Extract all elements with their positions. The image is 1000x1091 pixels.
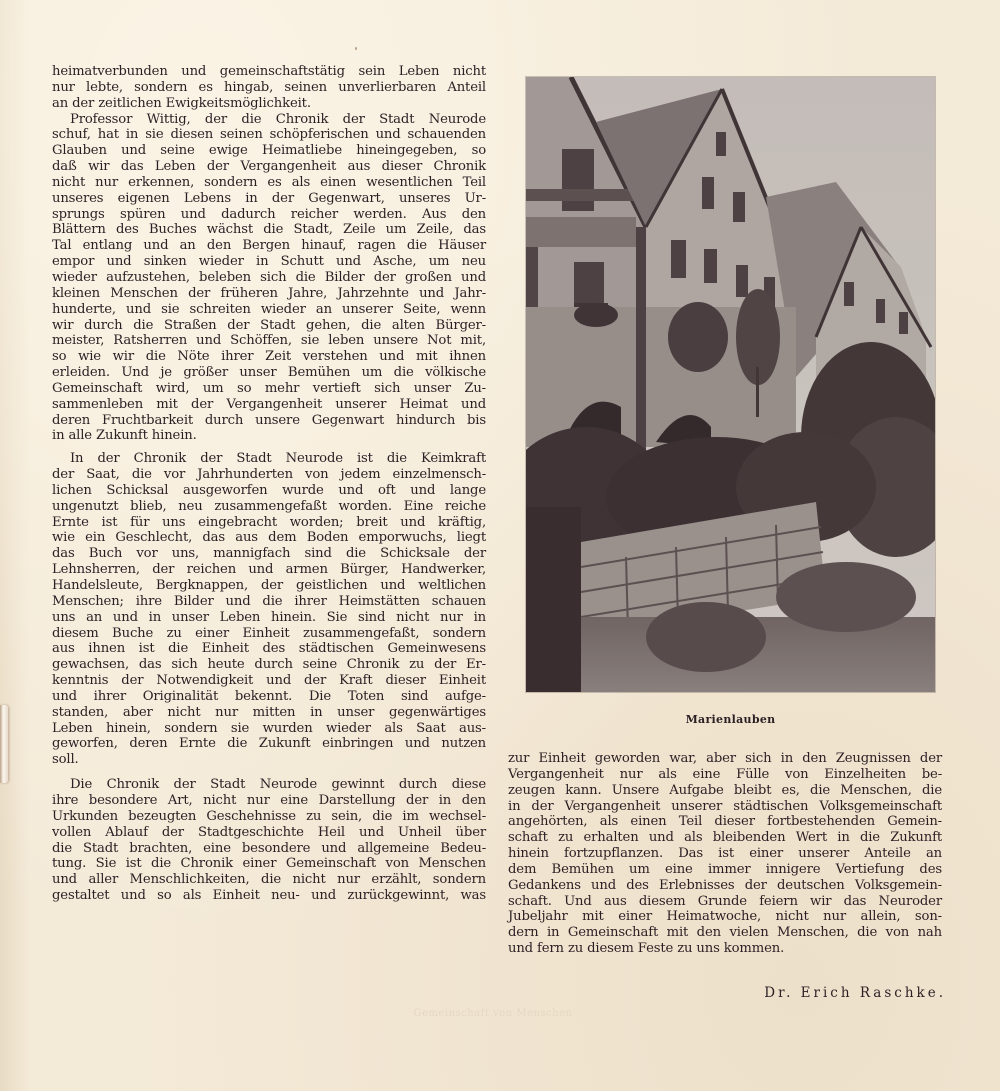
- paragraph-4: [52, 777, 486, 904]
- text-line: deren Fruchtbarkeit durch unsere Gegenwart hindurch bis: [52, 412, 486, 428]
- text-line: heimatverbunden und gemeinschaftstätig sein Leben nicht: [52, 64, 486, 79]
- text-line: geworfen, deren Ernte die Zukunft einbringen und nutzen: [52, 736, 486, 752]
- text-line: Gemeinschaft wird, um so mehr vertieft sich unser Zu-: [52, 380, 486, 396]
- text-line: zur Einheit geworden war, aber sich in den Zeugnissen der: [508, 751, 942, 766]
- text-line: und aller Menschlichkeiten, die nicht nur erzählt, sondern: [52, 872, 486, 888]
- text-line: wieder aufzustehen, beleben sich die Bilder der großen und: [52, 269, 486, 285]
- text-line: Jubeljahr mit einer Heimatwoche, nicht nur allein, son-: [508, 909, 942, 925]
- text-line: schaft zu erhalten und als bleibenden Wert in die Zukunft: [508, 830, 942, 846]
- text-line: Handelsleute, Bergknappen, der geistlichen und weltlichen: [52, 578, 486, 593]
- text-line: Ernte ist für uns eingebracht worden; breit und kräftig,: [52, 514, 486, 530]
- show-through-text: Gemeinschaft von Menschen: [413, 1008, 573, 1019]
- text-line: der Saat, die vor Jahrhunderten von jedem einzelmensch-: [52, 467, 486, 483]
- text-line: gewachsen, das sich heute durch seine Chronik zu der Er-: [52, 657, 486, 673]
- text-line: ungenutzt blieb, neu zusammengefaßt worden. Eine reiche: [52, 498, 486, 514]
- text-line: erleiden. Und je größer unser Bemühen um die völkische: [52, 365, 486, 381]
- text-line: wie ein Geschlecht, das aus dem Boden emporwuchs, liegt: [52, 530, 486, 546]
- text-line: schaft. Und aus diesem Grunde feiern wir das Neuroder: [508, 893, 942, 909]
- text-line: vollen Ablauf der Stadtgeschichte Heil und Unheil über: [52, 824, 486, 840]
- text-line: Gedankens und des Erlebnisses der deutschen Volksgemein-: [508, 877, 942, 893]
- text-line: In der Chronik der Stadt Neurode ist die Keimkraft: [70, 451, 486, 467]
- paragraph-5: [508, 751, 942, 957]
- text-line: und ihrer Originalität bekennt. Die Toten sind aufge-: [52, 688, 486, 704]
- text-line: Leben hinein, sondern sie wurden wieder als Saat aus-: [52, 720, 486, 736]
- right-text-column: [508, 751, 942, 957]
- left-text-column: [52, 64, 486, 904]
- text-line: nicht nur erkennen, sondern es als einen wesentlichen Teil: [52, 174, 486, 190]
- text-line: hunderte, und sie schreiten wieder an unserer Seite, wenn: [52, 301, 486, 317]
- text-line: dem Bemühen um eine immer innigere Vertiefung des: [508, 861, 942, 877]
- text-line: dern in Gemeinschaft mit den vielen Menschen, die von nah: [508, 925, 942, 941]
- text-line: und fern zu diesem Feste zu uns kommen.: [508, 941, 785, 957]
- text-line: angehörten, als einen Teil dieser fortbestehenden Gemein-: [508, 814, 942, 830]
- text-line: Vergangenheit nur als eine Fülle von Einzelheiten be-: [508, 766, 942, 782]
- text-line: lichen Schicksal ausgeworfen wurde und oft und lange: [52, 482, 486, 498]
- photo-marienlauben: [526, 77, 935, 692]
- text-line: in der Vergangenheit unserer städtischen Volksgemeinschaft: [508, 798, 942, 814]
- text-line: tung. Sie ist die Chronik einer Gemeinschaft von Menschen: [52, 856, 486, 872]
- text-line: so wie wir die Nöte ihrer Zeit verstehen und mit ihnen: [52, 349, 486, 365]
- text-line: unseres eigenen Lebens in der Gegenwart, unseres Ur-: [52, 190, 486, 206]
- text-line: das Buch vor uns, mannigfach sind die Schicksale der: [52, 546, 486, 562]
- paper-speck: [355, 47, 357, 50]
- text-line: aus ihnen ist die Einheit des städtischen Gemeinwesens: [52, 641, 486, 657]
- author-signature: Dr. Erich Raschke.: [764, 985, 946, 1001]
- paragraph-2: [52, 112, 486, 445]
- text-line: gestaltet und so als Einheit neu- und zurückgewinnt, was: [52, 888, 486, 904]
- text-line: meister, Ratsherren und Schöffen, sie leben unsere Not mit,: [52, 333, 486, 349]
- text-line: sammenleben mit der Vergangenheit unserer Heimat und: [52, 396, 486, 412]
- text-line: an der zeitlichen Ewigkeitsmöglichkeit.: [52, 95, 311, 111]
- text-line: Blättern des Buches wächst die Stadt, Zeile um Zeile, das: [52, 222, 486, 238]
- text-line: Urkunden bezeugten Geschehnisse zu sein, die im wechsel-: [52, 808, 486, 824]
- text-line: Glauben und seine ewige Heimatliebe hineingegeben, so: [52, 143, 486, 159]
- text-line: sprungs spüren und dadurch reicher werden. Aus den: [52, 206, 486, 222]
- photo-caption: Marienlauben: [685, 713, 776, 726]
- text-line: zeugen kann. Unsere Aufgabe bleibt es, die Menschen, die: [508, 782, 942, 798]
- text-line: Die Chronik der Stadt Neurode gewinnt durch diese: [70, 777, 486, 793]
- text-line: ihre besondere Art, nicht nur eine Darstellung der in den: [52, 792, 486, 808]
- text-line: Menschen; ihre Bilder und die ihrer Heimstätten schauen: [52, 593, 486, 609]
- text-line: die Stadt brachten, eine besondere und allgemeine Bedeu-: [52, 840, 486, 856]
- text-line: standen, aber nicht nur mitten in unser gegenwärtiges: [52, 704, 486, 720]
- text-line: daß wir das Leben der Vergangenheit aus dieser Chronik: [52, 159, 486, 175]
- text-line: diesem Buche zu einer Einheit zusammengefaßt, sondern: [52, 625, 486, 641]
- text-line: soll.: [52, 752, 79, 768]
- text-line: Professor Wittig, der die Chronik der Stadt Neurode: [70, 111, 486, 127]
- text-line: nur lebte, sondern es hingab, seinen unverlierbaren Anteil: [52, 79, 486, 95]
- text-line: empor und sinken wieder in Schutt und Asche, um neu: [52, 254, 486, 270]
- text-line: hinein fortzupflanzen. Das ist einer unserer Anteile an: [508, 846, 942, 862]
- paragraph-3: [52, 451, 486, 768]
- paragraph-1: [52, 64, 486, 112]
- text-line: wir durch die Straßen der Stadt gehen, die alten Bürger-: [52, 317, 486, 333]
- text-line: schuf, hat in sie diesen seinen schöpferischen und schauenden: [52, 127, 486, 143]
- text-line: Lehnsherren, der reichen und armen Bürger, Handwerker,: [52, 562, 486, 578]
- text-line: Tal entlang und an den Bergen hinauf, ragen die Häuser: [52, 238, 486, 254]
- text-line: in alle Zukunft hinein.: [52, 428, 197, 444]
- binding-staple: [0, 705, 8, 783]
- text-line: kleinen Menschen der früheren Jahre, Jahrzehnte und Jahr-: [52, 285, 486, 301]
- text-line: uns an und in unser Leben hinein. Sie sind nicht nur in: [52, 609, 486, 625]
- text-line: kenntnis der Notwendigkeit und der Kraft dieser Einheit: [52, 673, 486, 689]
